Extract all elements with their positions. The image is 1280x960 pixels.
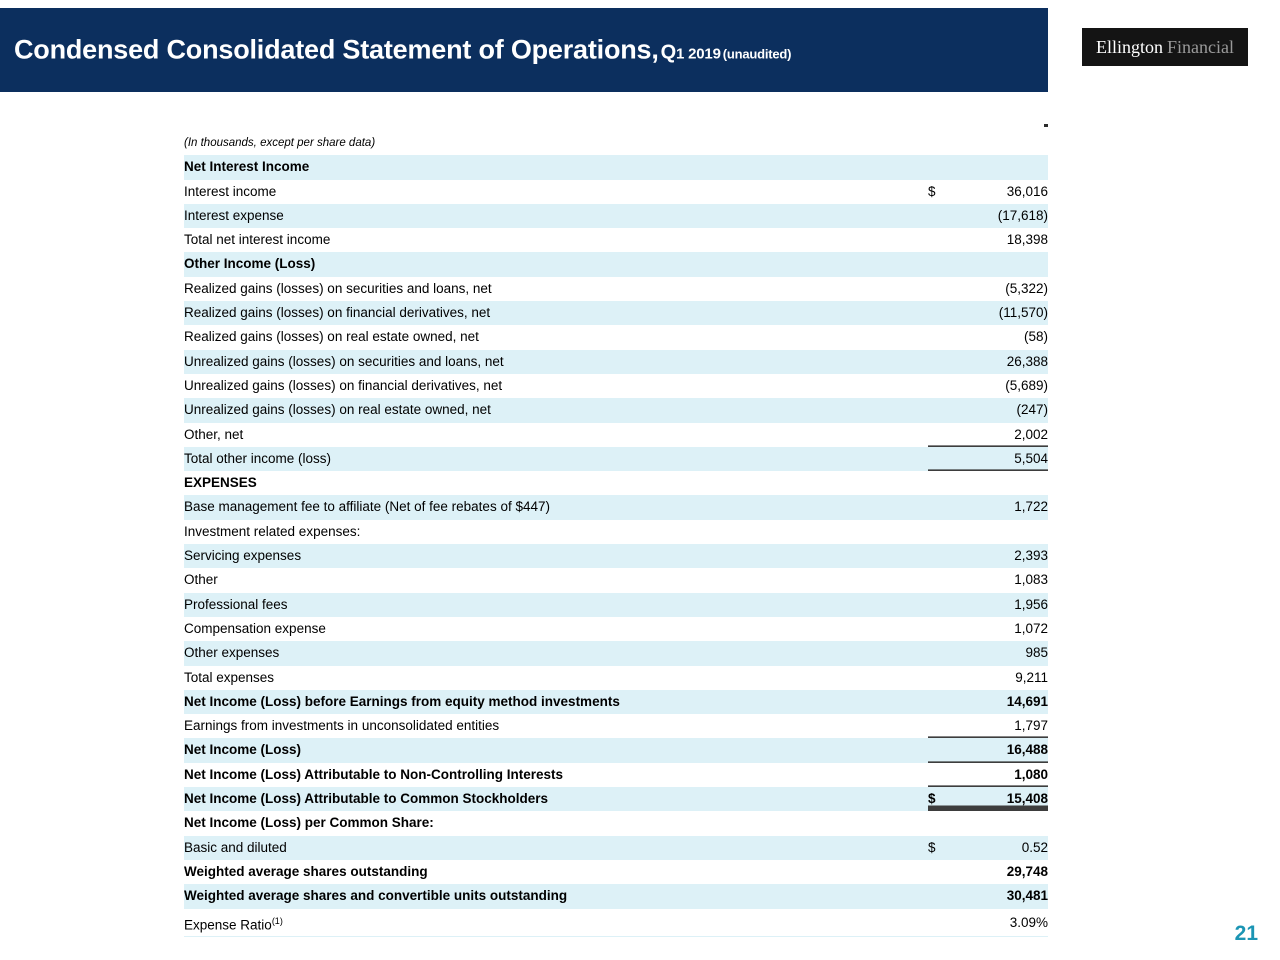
row-label: Realized gains (losses) on securities and loans, net [184,280,492,296]
row-label: Total net interest income [184,232,331,248]
row-value: 0.52 [1021,839,1048,855]
table-row [184,447,1048,471]
table-row [184,155,1048,179]
row-value: 36,016 [1006,183,1048,199]
table-row [184,398,1048,422]
page-title-period-rest: 1 2019 [676,45,721,63]
row-currency-symbol [928,909,958,938]
table-row [184,811,1048,835]
row-value [958,155,1048,179]
row-label: Realized gains (losses) on real estate owned, net [184,329,479,345]
company-logo-word-one: Ellington [1096,36,1163,57]
row-label: Net Interest Income [184,159,310,175]
row-value: 14,691 [1006,693,1048,709]
table-row [184,641,1048,665]
table-row [184,884,1048,908]
units-note-row [184,130,1048,155]
row-value: 1,956 [1014,596,1048,612]
table-row [184,666,1048,690]
row-currency-symbol [928,204,958,228]
row-currency-symbol [928,860,958,884]
row-currency-symbol [928,568,958,592]
row-value: (5,322) [1005,280,1048,296]
row-currency-symbol [928,423,958,447]
row-label: Other expenses [184,645,280,661]
stray-dot-mark [1044,124,1048,127]
row-currency-symbol [928,277,958,301]
row-value [958,252,1048,276]
table-row [184,738,1048,762]
units-note-symbol-cell [928,130,958,155]
units-note: (In thousands, except per share data) [184,137,376,149]
row-value: 1,080 [958,763,1048,787]
row-label: Net Income (Loss) before Earnings from equity method investments [184,693,620,709]
financial-statement-table [184,130,1048,937]
table-row [184,787,1048,811]
table-row [184,690,1048,714]
row-value: 3.09% [1009,914,1048,930]
row-value: 5,504 [958,447,1048,471]
company-logo-word-two: Financial [1167,36,1234,57]
row-currency-symbol [928,398,958,422]
table-row [184,593,1048,617]
row-currency-symbol: $ [928,183,936,199]
row-label: Interest income [184,183,277,199]
table-row [184,520,1048,544]
row-label: Professional fees [184,596,288,612]
row-value: (11,570) [998,305,1048,321]
row-label: Basic and diluted [184,839,287,855]
row-currency-symbol [928,690,958,714]
table-row [184,471,1048,495]
page-title-period-q: Q [660,41,677,64]
table-row [184,277,1048,301]
row-label: Expense Ratio$^{(1)}$ [184,915,283,932]
company-logo [1082,28,1248,66]
row-label: Weighted average shares outstanding [184,863,428,879]
row-label: Interest expense [184,207,284,223]
table-row [184,180,1048,204]
row-currency-symbol [928,447,958,471]
row-currency-symbol [928,641,958,665]
header-banner [0,8,1048,92]
row-value: 26,388 [1006,353,1048,369]
row-value [958,471,1048,495]
page-number: 21 [1234,922,1258,945]
row-label: Total other income (loss) [184,450,332,466]
row-label: Base management fee to affiliate (Net of fee rebates of $447) [184,499,550,515]
table-row [184,228,1048,252]
row-currency-symbol: $ [928,787,958,811]
financial-statement-body [184,130,1048,937]
company-logo-text [1096,37,1234,58]
row-label: Total expenses [184,669,275,685]
table-row [184,763,1048,787]
row-label: Net Income (Loss) Attributable to Non-Controlling Interests [184,766,564,782]
row-value: (5,689) [1005,377,1048,393]
row-value: 30,481 [1006,888,1048,904]
row-value: (58) [1023,329,1048,345]
row-value: 15,408 [958,787,1048,811]
row-value: 2,002 [958,423,1048,447]
table-row [184,374,1048,398]
row-currency-symbol: $ [928,839,936,855]
table-row [184,909,1048,938]
row-currency-symbol [928,471,958,495]
row-currency-symbol [928,520,958,544]
table-row [184,714,1048,738]
row-currency-symbol [928,811,958,835]
table-row [184,301,1048,325]
row-currency-symbol [928,666,958,690]
table-row [184,617,1048,641]
row-currency-symbol [928,763,958,787]
table-row [184,495,1048,519]
page-title [14,35,791,66]
row-label: Investment related expenses: [184,523,361,539]
row-value: 1,072 [1014,620,1048,636]
table-row [184,568,1048,592]
row-label: Net Income (Loss) [184,742,302,758]
table-row [184,204,1048,228]
page-title-period [661,42,721,64]
row-currency-symbol [928,714,958,738]
row-label: Earnings from investments in unconsolidated entities [184,718,500,734]
row-label: Net Income (Loss) per Common Share: [184,815,434,831]
row-value: 2,393 [1014,548,1048,564]
row-currency-symbol [928,884,958,908]
row-value [958,811,1048,835]
row-currency-symbol [928,593,958,617]
row-value [958,520,1048,544]
row-label: Other, net [184,426,244,442]
row-label: Unrealized gains (losses) on real estate owned, net [184,402,491,418]
table-row [184,350,1048,374]
row-value: 16,488 [958,738,1048,762]
table-row [184,252,1048,276]
row-value: 9,211 [1015,669,1048,685]
page-title-unaudited: (unaudited) [722,46,792,62]
row-label: Servicing expenses [184,548,302,564]
row-currency-symbol [928,738,958,762]
row-value: 18,398 [1006,232,1048,248]
row-value: 1,797 [958,714,1048,738]
table-row [184,325,1048,349]
row-label: Unrealized gains (losses) on financial derivatives, net [184,377,503,393]
row-label: Unrealized gains (losses) on securities and loans, net [184,353,504,369]
row-label: Net Income (Loss) Attributable to Common Stockholders [184,791,549,807]
page-title-main: Condensed Consolidated Statement of Operations, [14,34,659,65]
row-currency-symbol [928,544,958,568]
row-label: Other Income (Loss) [184,256,316,272]
row-currency-symbol [928,228,958,252]
row-currency-symbol [928,350,958,374]
row-value: 1,722 [1014,499,1048,515]
table-row [184,423,1048,447]
row-label: Compensation expense [184,620,326,636]
row-currency-symbol [928,617,958,641]
table-bottom-edge [184,936,1048,937]
footnote-marker: (1) [271,915,283,926]
row-currency-symbol [928,155,958,179]
row-value: (247) [1016,402,1048,418]
row-value: (17,618) [997,207,1048,223]
row-currency-symbol [928,374,958,398]
row-value: 29,748 [1006,863,1048,879]
table-row [184,836,1048,860]
row-label: Realized gains (losses) on financial derivatives, net [184,305,491,321]
row-label: Other [184,572,218,588]
row-currency-symbol [928,252,958,276]
row-label: EXPENSES [184,475,257,491]
units-note-value-cell [958,130,1048,155]
row-currency-symbol [928,301,958,325]
row-currency-symbol [928,325,958,349]
row-label: Weighted average shares and convertible units outstanding [184,888,568,904]
row-value: 985 [1025,645,1048,661]
table-row [184,860,1048,884]
row-value: 1,083 [1014,572,1048,588]
table-row [184,544,1048,568]
row-currency-symbol [928,495,958,519]
